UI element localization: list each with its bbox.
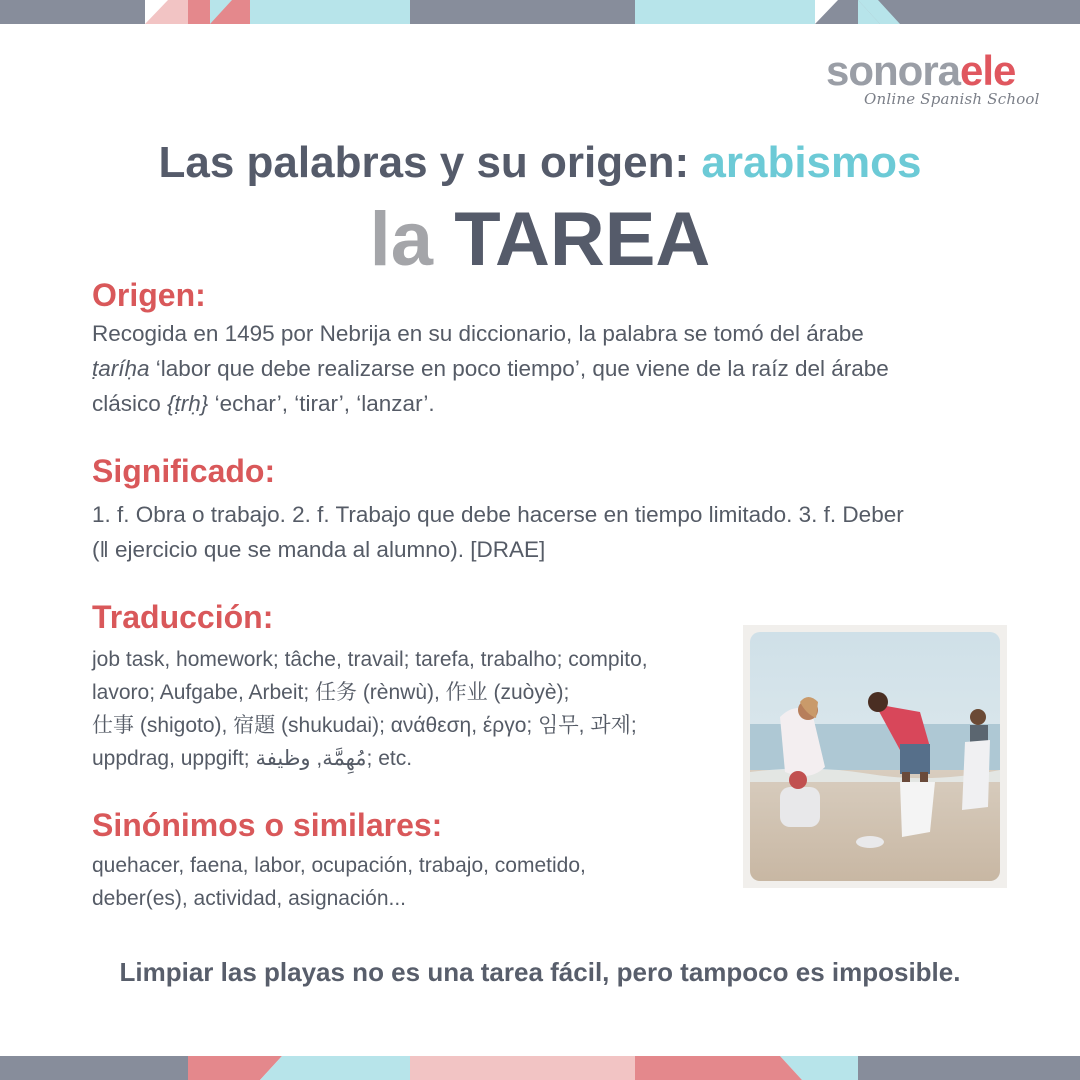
- traduccion-line: 仕事 (shigoto), 宿題 (shukudai); ανάθεση, έργο; 임무, 과제;: [92, 714, 637, 737]
- beach-cleanup-photo: [743, 625, 1007, 888]
- traduccion-line: uppdrag, uppgift; مُهِمَّة, وظيفة; etc.: [92, 747, 413, 770]
- example-sentence: Limpiar las playas no es una tarea fácil, pero tampoco es imposible.: [119, 957, 961, 987]
- sinonimos-text: [92, 849, 586, 915]
- origen-title: Origen:: [92, 277, 206, 313]
- traduccion-title: Traducción:: [92, 599, 274, 635]
- origen-line-rest: ‘labor que debe realizarse en poco tiempo’, que viene de la raíz del árabe: [149, 356, 889, 381]
- origen-line: Recogida en 1495 por Nebrija en su diccionario, la palabra se tomó del árabe: [92, 321, 864, 346]
- significado-text: [92, 497, 904, 567]
- page-headline: [0, 136, 1080, 190]
- sinonimos-line: deber(es), actividad, asignación...: [92, 887, 407, 910]
- logo-tagline: Online Spanish School: [864, 90, 1040, 108]
- logo-prefix: sonora: [826, 47, 961, 94]
- top-decorative-band: [0, 0, 1080, 24]
- headline-prefix: Las palabras y su origen:: [158, 138, 690, 187]
- significado-line: 1. f. Obra o trabajo. 2. f. Trabajo que debe hacerse en tiempo limitado. 3. f. Deber: [92, 502, 904, 527]
- arabic-etymon: ṭaríḥa: [92, 356, 150, 381]
- traduccion-text: [92, 643, 648, 775]
- significado-line: (‖ ejercicio que se manda al alumno). [DRAE]: [92, 537, 546, 562]
- logo-wordmark: [826, 48, 1015, 94]
- origen-line: [92, 351, 889, 386]
- bottom-decorative-band: [0, 1056, 1080, 1080]
- sinonimos-line: quehacer, faena, labor, ocupación, trabajo, cometido,: [92, 854, 586, 877]
- logo-suffix: ele: [960, 47, 1016, 94]
- significado-title: Significado:: [92, 453, 276, 489]
- traduccion-line: job task, homework; tâche, travail; tarefa, trabalho; compito,: [92, 648, 648, 671]
- origen-line-start: clásico: [92, 391, 168, 416]
- origen-line-rest: ‘echar’, ‘tirar’, ‘lanzar’.: [208, 391, 435, 416]
- arabic-root: {ṭrḥ}: [167, 391, 209, 416]
- featured-word: [0, 197, 1080, 282]
- origen-text: [92, 316, 889, 421]
- origen-line: [92, 386, 889, 421]
- word-term: TAREA: [454, 197, 711, 282]
- traduccion-line: lavoro; Aufgabe, Arbeit; 任务 (rènwù), 作业 (zuòyè);: [92, 681, 570, 704]
- brand-logo: [826, 48, 1062, 120]
- beach-cleanup-image: [750, 632, 1000, 881]
- sinonimos-title: Sinónimos o similares:: [92, 807, 443, 843]
- word-article: la: [369, 197, 434, 282]
- headline-accent: arabismos: [701, 138, 922, 187]
